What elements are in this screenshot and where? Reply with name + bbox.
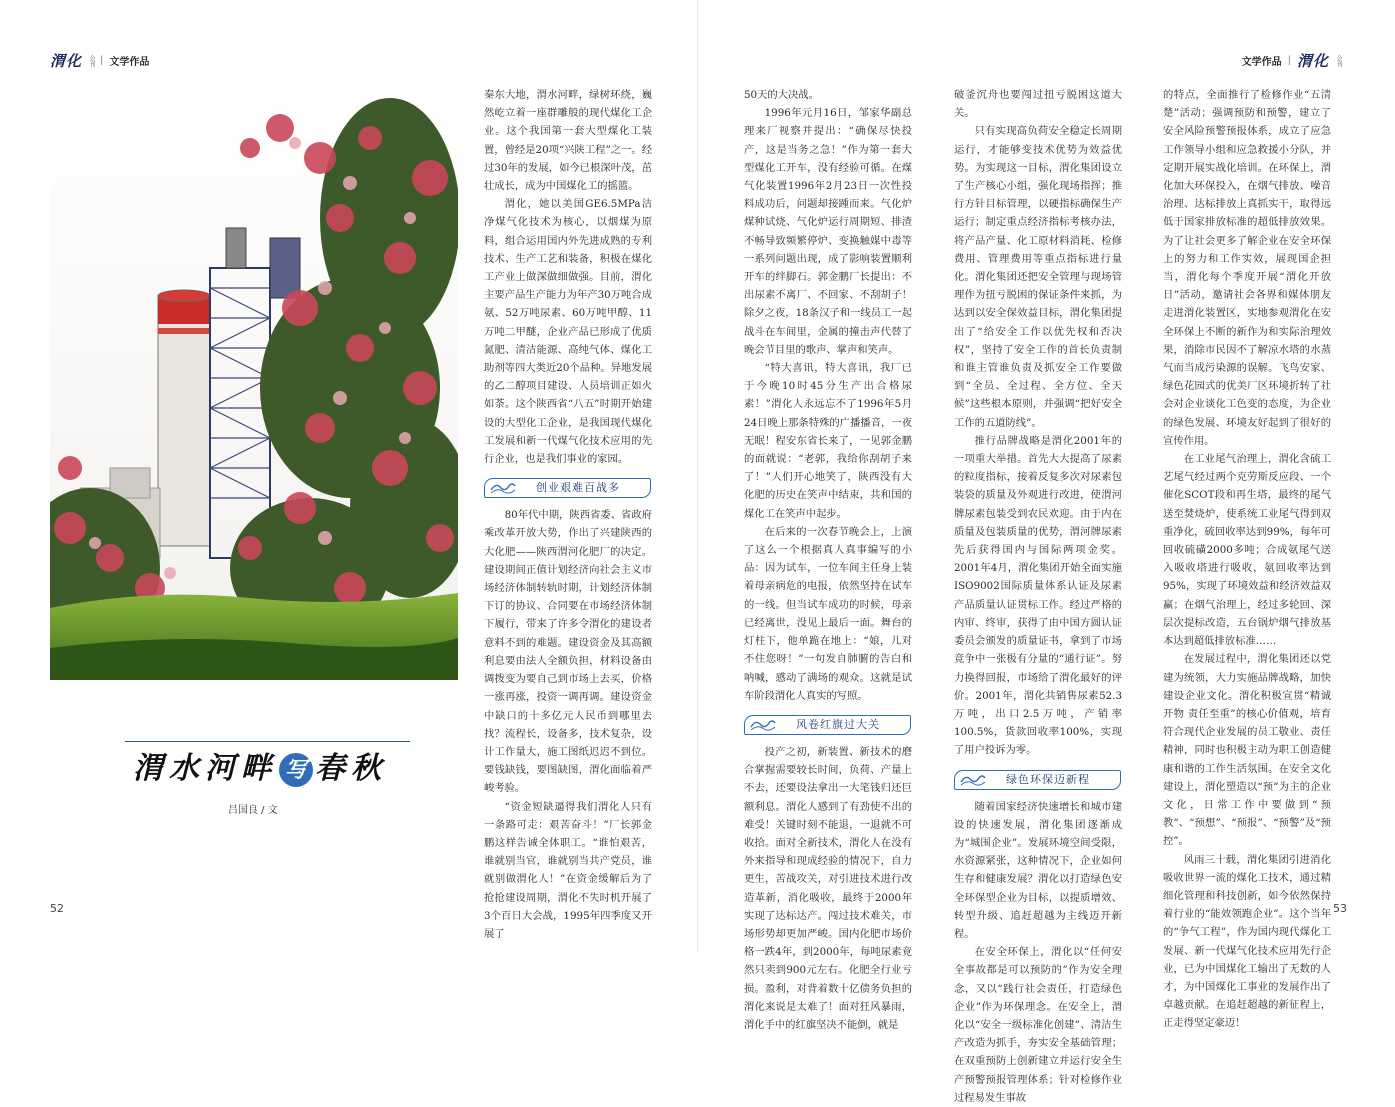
logo-sub: 会刊 — [1335, 54, 1342, 67]
text-column-4 — [1163, 86, 1331, 1033]
page-number-left: 52 — [50, 902, 64, 915]
wave-icon — [960, 772, 986, 786]
paragraph: 80年代中期，陕西省委、省政府乘改革开放大势，作出了兴建陕西的大化肥——陕西渭河化肥厂的决定。建设期间正值计划经济向社会主义市场经济体制转轨时期，计划经济体制下订的协议、合同要在市场经济体制下履行，带来了许多令渭化的建设者意料不到的难题。建设资金及其高额利息要由法人全额负担，材料设备由调拨变为要自己到市场上去买，价格一涨再涨，投资一调再调。建设资金中缺口的十多亿元人民币到哪里去找？流程长，设备多，技术复杂，设计工作量大，施工图纸迟迟不到位。要钱缺钱，要图缺图，渭化面临着严峻考验。 — [484, 509, 652, 795]
paragraph: 在工业尾气治理上，渭化含硫工艺尾气经过两个克劳斯反应段、一个催化SCOT段和再生塔，最终的尾气送至焚烧炉，使系统工业尾气得到双重净化，硫回收率达到99%，每年可回收硫磺2000多吨；合成氨尾气送入吸收塔进行吸收，氨回收率达到95%，实现了环境效益和经济效益双赢；在烟气治理上，经过多轮回、深层次提标改造，五台锅炉烟气排放基本达到超低排放标准…… — [1163, 453, 1331, 648]
subheading-3 — [954, 768, 1122, 792]
paragraph: 在安全环保上，渭化以“任何安全事故都是可以预防的”作为安全理念，又以“践行社会责任，打造绿色企业”作为环保理念。在安全上，渭化以“安全一级标准化创建”、清洁生产改造为抓手，夯实安全基础管理；在双重预防上创新建立并运行安全生产预警预报管理体系；针对检修作业过程易发生事故 — [954, 946, 1122, 1104]
paragraph: 在后来的一次春节晚会上，上演了这么一个根据真人真事编写的小品：因为试车，一位车间主任身上装着母亲病危的电报，依然坚持在试车的一线。但当试车成功的时候，母亲已经离世，没见上最后一面。舞台的灯柱下，他单跪在地上：“娘，儿对不住您呀！”一句发自肺腑的告白和呐喊，感动了满场的观众。这就是试车阶段渭化人真实的写照。 — [744, 525, 912, 702]
paragraph: 只有实现高负荷安全稳定长周期运行，才能够变技术优势为效益优势。为实现这一目标，渭化集团设立了生产核心小组，强化现场指挥；推行方针目标管理，以硬指标确保生产运行；制定重点经济指标考核办法，将产品产量、化工原材料消耗、检修费用、管理费用等重点指标进行量化。渭化集团还把安全管理与现场管理作为扭亏脱困的保证条件来抓，为达到以安全保效益目标，渭化集团提出了“给安全工作以优先权和否决权”，坚持了安全工作的首长负责制和谁主管谁负责及抓安全工作要做到“全员、全过程、全方位、全天候”这些根本原则，并强调“把好安全工作的五道防线”。 — [954, 125, 1122, 429]
paragraph: 随着国家经济快速增长和城市建设的快速发展，渭化集团逐渐成为“城围企业”。发展环境空间受限，水资源紧张，这种情况下，企业如何生存和健康发展？渭化以打造绿色安全环保型企业为目标，以提质增效、转型升级、追赶超越为主线迈开新程。 — [954, 800, 1122, 940]
subheading-2 — [744, 713, 912, 737]
header-left — [50, 50, 155, 71]
header-divider: | — [1287, 55, 1291, 66]
text-column-3 — [954, 86, 1122, 1107]
paragraph: “特大喜讯，特大喜讯，我厂已于今晚10时45分生产出合格尿素！”渭化人永远忘不了1996年5月24日晚上那条特殊的广播播音，一夜无眠！程安东省长来了，一见郭金鹏的面就说：“老郭，我给你刮胡子来了！”人们开心地笑了，陕西没有大化肥的历史在笑声中结束，共和国的煤化工在笑声中起步。 — [744, 362, 912, 520]
subheading-text: 风卷红旗过大关 — [796, 717, 880, 731]
text-column-1 — [484, 86, 652, 943]
paragraph: 渭化，她以美国GE6.5MPa洁净煤气化技术为核心，以烟煤为原料，组合运用国内外先进成熟的专利技术、生产工艺和装备，积极在煤化工产业上做深做细做强。目前，渭化主要产品生产能力为年产30万吨合成氨、52万吨尿素、60万吨甲醇、11万吨二甲醚，企业产品已形成了优质氮肥、清洁能源、高纯气体、煤化工助剂等四大类近20个品种。异地发展的乙二醇项目建设、人员培训正如火如荼。这个陕西省“八五”时期开始建设的大型化工企业，是我国现代煤化工发展和新一代煤气化技术应用的先行企业，也是我们事业的家园。 — [484, 198, 652, 466]
magazine-logo: 渭化 — [50, 52, 83, 70]
wave-icon — [750, 717, 776, 731]
magazine-logo: 渭化 — [1296, 52, 1329, 70]
paragraph: 投产之初，新装置、新技术的磨合掌握需要较长时间，负荷、产量上不去，还要设法拿出一大笔钱归还巨额利息。渭化人感到了有劲使不出的难受！关键时刻不能退，一退就不可收拾。面对全新技术，渭化人在没有外来指导和现成经验的情况下，自力更生，苦战攻关，对引进技术进行改造革新，消化吸收，最终于2000年实现了达标达产。闯过技术难关，市场形势却更加严峻。国内化肥市场价格一跌4年，到2000年，每吨尿素竟然只卖到900元左右。化肥全行业亏损。盈利，对背着数十亿债务负担的渭化来说是太难了！面对狂风暴雨，渭化手中的红旗坚决不能倒，就是 — [744, 745, 912, 1031]
author-byline: 吕国良 / 文 — [228, 805, 278, 816]
title-highlight-char: 写 — [279, 753, 313, 787]
section-label: 文学作品 — [109, 57, 150, 68]
subheading-text: 创业艰难百战多 — [536, 481, 620, 495]
header-right — [1242, 50, 1347, 71]
title-text — [133, 743, 387, 787]
paragraph: 50天的大决战。 — [744, 89, 819, 101]
header-divider: | — [100, 55, 104, 66]
page-gutter — [697, 0, 699, 953]
paragraph: 在发展过程中，渭化集团还以党建为统领，大力实施品牌战略，加快建设企业文化。渭化积极宣贯“精诚开物 责任至重”的核心价值观，培育符合现代企业发展的员工敬业、责任精神，同时也积极主动为职工创造健康和谐的工作生活氛围。在安全文化建设上，渭化塑造以“预”为主的企业文化，日常工作中要做到“预教”、“预想”、“预报”、“预警”及“预控”。 — [1163, 653, 1331, 848]
title-rule — [125, 741, 410, 742]
wave-icon — [490, 480, 516, 494]
subheading-1 — [484, 476, 652, 500]
article-title — [125, 733, 415, 793]
paragraph: 1996年元月16日，邹家华副总理来厂视察并提出：“确保尽快投产，这是当务之急！”作为第一套大型煤化工开车，没有经验可循。在煤气化装置1996年2月23日一次性投料成功后，问题却接踵而来。气化炉煤种试烧、气化炉运行周期短、排渣不畅导致频繁停炉、变换触媒中毒等一系列问题出现，成了影响装置顺利开车的绊脚石。郭金鹏厂长提出：不出尿素不离厂、不回家、不刮胡子！除夕之夜，18条汉子和一线员工一起战斗在车间里，金属的撞击声代替了晚会节目里的歌声、掌声和笑声。 — [744, 107, 912, 356]
paragraph: “资金短缺逼得我们渭化人只有一条路可走：艰苦奋斗！”厂长郭金鹏这样告诫全体职工。“谁怕艰苦，谁就别当官，谁就别当共产党员，谁就别做渭化人！”在资金缓解后为了抢抢建设周期，渭化不失时机开展了3个百日大会战，1995年四季度又开展了 — [484, 800, 652, 940]
paragraph: 推行品牌战略是渭化2001年的一项重大举措。首先大大提高了尿素的粒度指标，接着反复多次对尿素包装袋的质量及外观进行改进，使渭河牌尿素包装受到农民欢迎。由于内在质量及包装质量的优势，渭河牌尿素先后获得国内与国际两项金奖。2001年4月，渭化集团开始全面实施ISO9002国际质量体系认证及尿素产品质量认证贯标工作。经过严格的内审、终审，获得了由中国方圆认证委员会颁发的质量证书，拿到了市场竞争中一张极有分量的“通行证”。努力换得回报，市场给了渭化最好的评价。2001年，渭化共销售尿素52.3万吨，出口2.5万吨，产销率100.5%，货款回收率100%，实现了用户投诉为零。 — [954, 434, 1122, 757]
text-column-2 — [744, 86, 912, 1034]
paragraph: 风雨三十载，渭化集团引进消化吸收世界一流的煤化工技术，通过精细化管理和科技创新，如今依然保持着行业的“能效领跑企业”。这个当年的“争气工程”，作为国内现代煤化工发展、新一代煤气化技术应用先行企业，已为中国煤化工输出了无数的人才，为中国煤化工事业的发展作出了卓越贡献。在追赶超越的新征程上，正走得坚定豪迈！ — [1163, 853, 1331, 1030]
paragraph: 秦东大地，渭水河畔，绿树环绕，巍然屹立着一座群雕般的现代煤化工企业。这个我国第一套大型煤化工装置，曾经是20项“兴陕工程”之一。经过30年的发展，如今已根深叶茂，茁壮成长，成为中国煤化工的摇篮。 — [484, 89, 652, 193]
title-part-2: 春秋 — [315, 751, 387, 786]
logo-sub: 会刊 — [88, 54, 96, 67]
paragraph: 的特点，全面推行了检修作业“五清楚”活动；强调预防和预警，建立了安全风险预警预报体系，成立了应急工作领导小组和应急救援小分队，并定期开展实战化培训。在环保上，渭化加大环保投入，在烟气排放、噪音治理、达标排放上真抓实干，取得远低于国家排放标准的超低排放效果。为了让社会更多了解企业在安全环保上的努力和工作实效，展现国企担当，渭化每个季度开展“渭化开放日”活动，邀请社会各界和媒体朋友走进渭化装置区，实地参观渭化在安全环保上不断的新作为和实际治理效果，消除市民因不了解凉水塔的水蒸气而当成污染源的误解。飞鸟安家、绿色花园式的优美厂区环境折转了社会对企业谈化工色变的态度，为企业的绿色发展、环境友好起到了很好的宣传作用。 — [1163, 89, 1331, 447]
page-number-right: 53 — [1333, 902, 1347, 915]
hero-illustration — [50, 88, 458, 680]
factory-painting — [50, 88, 458, 680]
section-label: 文学作品 — [1241, 57, 1282, 68]
title-part-1: 渭水河畔 — [133, 751, 277, 786]
paragraph: 破釜沉舟也要闯过扭亏脱困这道大关。 — [954, 89, 1122, 120]
subheading-text: 绿色环保迈新程 — [1006, 772, 1090, 786]
